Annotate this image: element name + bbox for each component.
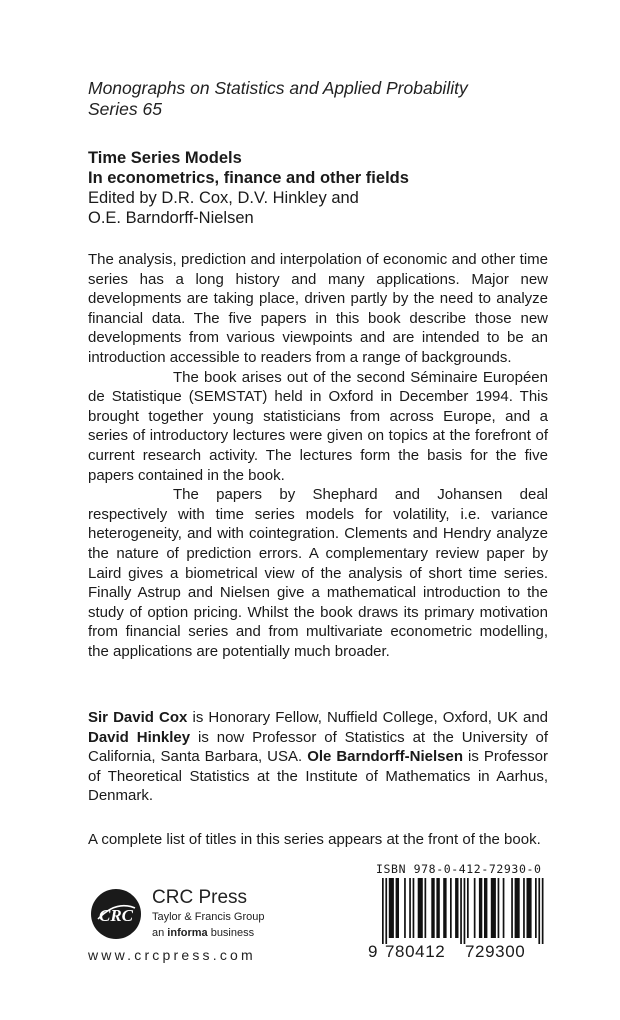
barcode-bar [527,878,532,938]
biography-paragraph [88,708,548,806]
series-list-note [88,830,548,850]
biography-text-3: is Professor of Theoretical Statistics at the Institute of Mathematics in Aarhus, Denmark. [88,748,549,805]
publisher-name: CRC Press [152,887,248,908]
publisher-business [152,927,254,939]
barcode-bar [404,878,406,938]
barcode-bar [413,878,415,938]
barcode-bar [418,878,423,938]
barcode-bar [503,878,505,938]
series-name: Monographs on Statistics and Applied Probability [88,78,468,98]
barcode-bar [538,878,540,944]
editors-line-2: O.E. Barndorff-Nielsen [88,209,254,227]
barcode-bar [542,878,544,944]
book-description [88,250,548,661]
barcode-bar [455,878,458,938]
isbn-text: ISBN 978-0-412-72930-0 [376,862,542,876]
barcode-bar [523,878,525,938]
barcode-bar [467,878,469,938]
barcode-block [368,862,554,972]
barcode-bar [474,878,476,938]
logo-text: CRC [98,906,134,925]
barcode-bar [460,878,462,944]
publisher-url: www.crcpress.com [88,947,256,963]
biography-text-2: is now Professor of Statistics at the University of California, Santa Barbara, USA. [88,728,548,766]
ean-left-digits: 780412 [385,942,446,961]
book-subtitle: In econometrics, finance and other fields [88,169,409,187]
book-heading [88,148,409,228]
series-info [88,78,468,120]
editor-biographies [88,708,548,806]
barcode-bar [450,878,452,938]
barcode-bar [396,878,399,938]
editor-name-cox: Sir David Cox [88,709,188,726]
crc-logo [90,888,142,940]
editor-name-hinkley: David Hinkley [88,728,191,746]
description-paragraph-1: The analysis, prediction and interpolation of economic and other time series has a long history and many applications. Major new developments are taking place, driven partly by the need to analyze financial data. The five papers in this book describe those new developments from various viewpoints and are intended to be an introduction accessible to readers from a range of backgrounds. [88,251,548,366]
barcode-bar [389,878,394,938]
editors-line-1: Edited by D.R. Cox, D.V. Hinkley and [88,189,359,207]
business-brand: informa [167,927,208,939]
ean-barcode [368,878,554,944]
barcode-bar [515,878,520,938]
barcode-bar [511,878,513,938]
ean-right-digits: 729300 [465,942,526,961]
barcode-bar [425,878,427,938]
barcode-bar [385,878,387,944]
series-list-text: A complete list of titles in this series appears at the front of the book. [88,831,541,848]
biography-text-1: is Honorary Fellow, Nuffield College, Oxford, UK and [187,709,549,726]
barcode-bar [498,878,500,938]
barcode-bar [491,878,496,938]
barcode-bar [464,878,466,944]
barcode-bar [382,878,384,944]
editor-name-barndorff-nielsen: Ole Barndorff-Nielsen [307,748,464,766]
description-paragraph-2: The book arises out of the second Séminaire Européen de Statistique (SEMSTAT) held in Oxford in December 1994. This brought together young statisticians from across Europe, and a series of introductory lectures were given on topics at the forefront of current research activity. The lectures form the basis for the five papers contained in the book. [88,368,548,484]
barcode-bar [431,878,434,938]
description-paragraph-3: The papers by Shephard and Johansen deal respectively with time series models for volatility, i.e. variance heterogeneity, and with cointegration. Clements and Hendry analyze the nature of prediction errors. A complementary review paper by Laird gives a biometrical view of the analysis of short time series. Finally Astrup and Nielsen give a mathematical introduction to the study of option pricing. Whilst the book draws its primary motivation from financial series and from multivariate econometric modelling, the applications are potentially much broader. [88,486,548,660]
barcode-bar [479,878,482,938]
series-number: Series 65 [88,99,162,119]
barcode-bar [484,878,487,938]
ean-lead-digit: 9 [368,942,378,961]
business-suffix: business [207,927,255,939]
publisher-group: Taylor & Francis Group [152,911,265,923]
barcode-bar [409,878,411,938]
business-prefix: an [152,927,168,939]
barcode-bar [436,878,439,938]
barcode-bar [443,878,446,938]
publisher-block [88,880,348,970]
book-title: Time Series Models [88,149,242,167]
barcode-bar [535,878,537,938]
